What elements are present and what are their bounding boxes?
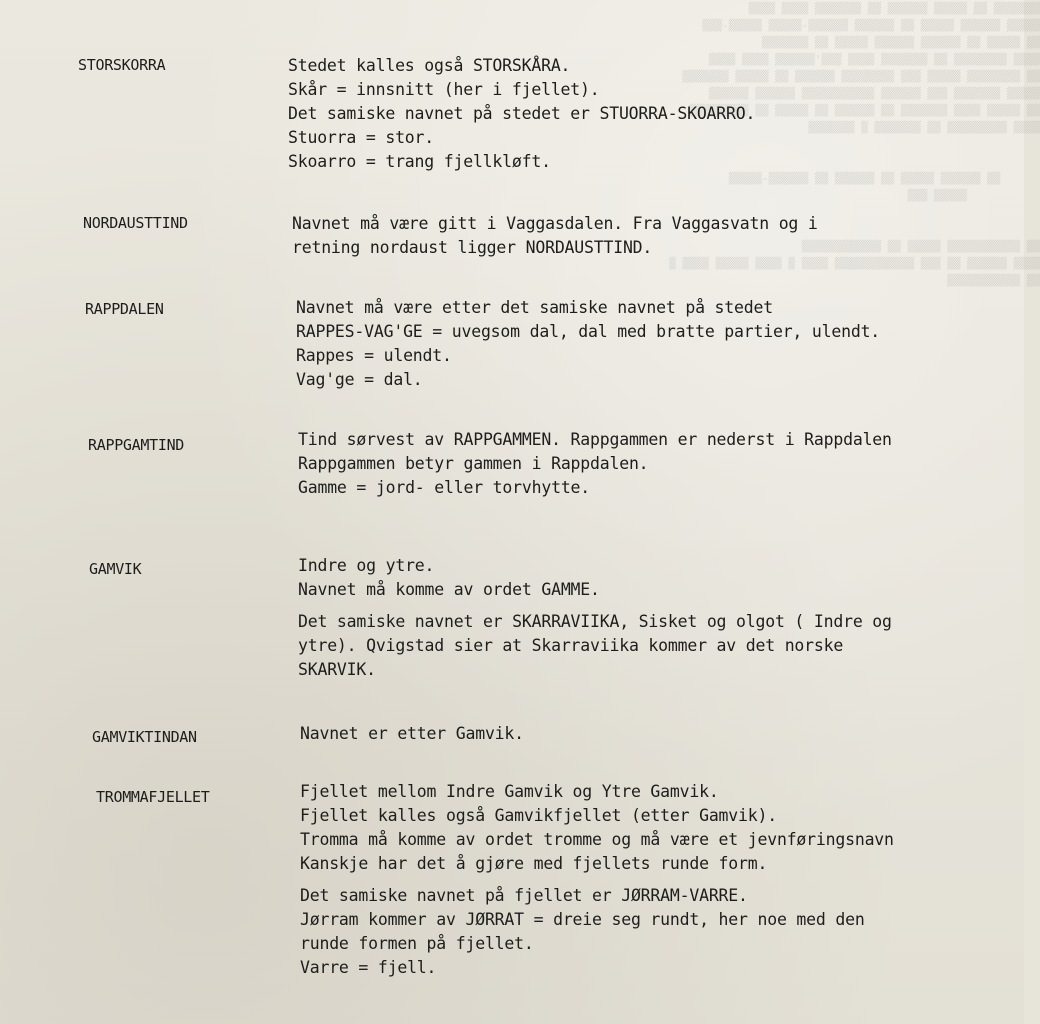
description-line: Tind sørvest av RAPPGAMMEN. Rappgammen er nederst i Rappdalen [298,430,892,449]
description-line: Stuorra = stor. [288,128,435,147]
description-line: retning nordaust ligger NORDAUSTTIND. [292,238,653,257]
description-line: Navnet må være gitt i Vaggasdalen. Fra Vaggasvatn og i [292,214,818,233]
entry-description [296,296,880,392]
description-line: SKARVIK. [298,660,376,679]
description-line: Rappes = ulendt. [296,346,452,365]
description-line: Skår = innsnitt (her i fjellet). [288,80,600,99]
reverse-side-bleed-through: ▒▒▒▒▒▒▒ ▒▒ ▒▒▒▒▒ ▒▒▒▒▒▒ ▒▒ ▒▒▒▒▒▒▒ ▒▒▒▒ ▒▒▒▒ ▒▒▒▒▒ ▒▒▒▒▒▒ ▒▒▒▒▒ ▒▒ ▒▒▒▒▒▒ ▒▒▒▒▒▒-▒▒▒▒▒ ▒▒▒▒▒-▒▒▒ ▒▒ ▒▒▒▒▒ ▒▒ ▒▒▒▒▒▒ ▒▒▒▒▒▒ ▒▒▒▒▒ ▒▒ ▒▒▒▒▒▒▒ ▒▒▒▒ ▒▒▒▒▒▒▒▒ ▒▒ ▒▒▒▒▒▒▒ ▒▒▒▒ ▒▒▒'▒▒▒▒▒▒ ▒▒▒▒ ▒▒▒▒ ▒▒ ▒▒▒▒▒▒▒▒ ▒▒▒▒▒ ▒▒▒ ▒▒▒▒▒▒▒▒ ▒▒▒▒▒▒ ▒▒ ▒▒▒▒▒ ▒▒▒▒▒▒▒ ▒▒▒▒▒ ▒▒▒▒▒▒▒ ▒▒▒ ▒▒▒▒▒▒ ▒▒▒▒▒▒▒▒▒▒▒ ▒▒▒▒▒▒ ▒▒▒▒▒▒ ▒▒ ▒▒▒▒▒ ▒▒▒▒ ▒▒▒▒▒▒▒ ▒▒ ▒▒▒▒▒▒ ▒▒ ▒▒▒▒▒ ▒▒ ▒▒▒▒▒▒▒▒▒ ▒▒▒▒ ▒▒▒▒▒▒▒▒▒ ▒▒ ▒▒▒▒▒▒▒ ▒ ▒▒▒▒▒▒▒ ▒▒ ▒▒▒▒▒▒ ▒▒▒▒▒ ▒▒ ▒▒▒▒▒▒ ▒▒ ▒▒▒▒▒▒-▒▒▒▒▒ ▒▒▒▒▒ ▒▒▒ ▒▒ ▒▒▒▒▒▒▒▒▒▒▒ ▒▒▒▒▒ ▒▒ ▒▒▒▒▒▒▒▒▒▒▒▒ ▒▒▒▒ ▒▒▒▒▒▒ ▒▒ ▒▒▒ ▒▒▒▒▒▒▒▒▒▒▒▒ ▒▒▒▒ ▒ ▒▒▒▒ ▒▒▒▒▒ ▒▒▒▒ ▒ ▒▒ ▒▒▒▒▒▒▒▒▒▒▒ [669,2,1040,287]
entry-term: RAPPGAMTIND [88,436,185,454]
entry-term: GAMVIKTINDAN [92,728,197,746]
description-line: Gamme = jord- eller torvhytte. [298,478,591,497]
description-line: Det samiske navnet er SKARRAVIIKA, Sisket og olgot ( Indre og [298,612,892,631]
description-line: Rappgammen betyr gammen i Rappdalen. [298,454,649,473]
entry-description [298,428,892,500]
description-line: Fjellet mellom Indre Gamvik og Ytre Gamvik. [300,782,719,801]
entry-term: NORDAUSTTIND [83,214,188,232]
description-line: Navnet er etter Gamvik. [300,724,524,743]
description-line: Jørram kommer av JØRRAT = dreie seg rundt, her noe med den [300,910,865,929]
description-line: ytre). Qvigstad sier at Skarraviika kommer av det norske [298,636,844,655]
entry-term: GAMVIK [89,560,142,578]
description-line: RAPPES-VAG'GE = uvegsom dal, dal med bratte partier, ulendt. [296,322,881,341]
description-line: Vag'ge = dal. [296,370,423,389]
description-line: Tromma må komme av ordet tromme og må være et jevnføringsnavn [300,830,894,849]
description-line: Kanskje har det å gjøre med fjellets runde form. [300,854,768,873]
description-line: Det samiske navnet på stedet er STUORRA-SKOARRO. [288,104,756,123]
description-line: Varre = fjell. [300,958,437,977]
description-line: Navnet må være etter det samiske navnet på stedet [296,298,773,317]
entry-description [292,212,818,260]
entry-description [288,54,755,174]
description-line: Skoarro = trang fjellkløft. [288,152,551,171]
entry-description [298,554,892,682]
entry-description [300,780,894,980]
description-line: runde formen på fjellet. [300,934,534,953]
entry-term: TROMMAFJELLET [96,788,210,806]
entry-description [300,722,524,746]
description-line: Stedet kalles også STORSKÅRA. [288,56,571,75]
description-line: Indre og ytre. [298,556,435,575]
description-line: Fjellet kalles også Gamvikfjellet (etter Gamvik). [300,806,777,825]
description-line: Det samiske navnet på fjellet er JØRRAM-VARRE. [300,886,748,905]
description-line: Navnet må komme av ordet GAMME. [298,580,600,599]
entry-term: STORSKORRA [78,56,166,74]
entry-term: RAPPDALEN [85,300,164,318]
